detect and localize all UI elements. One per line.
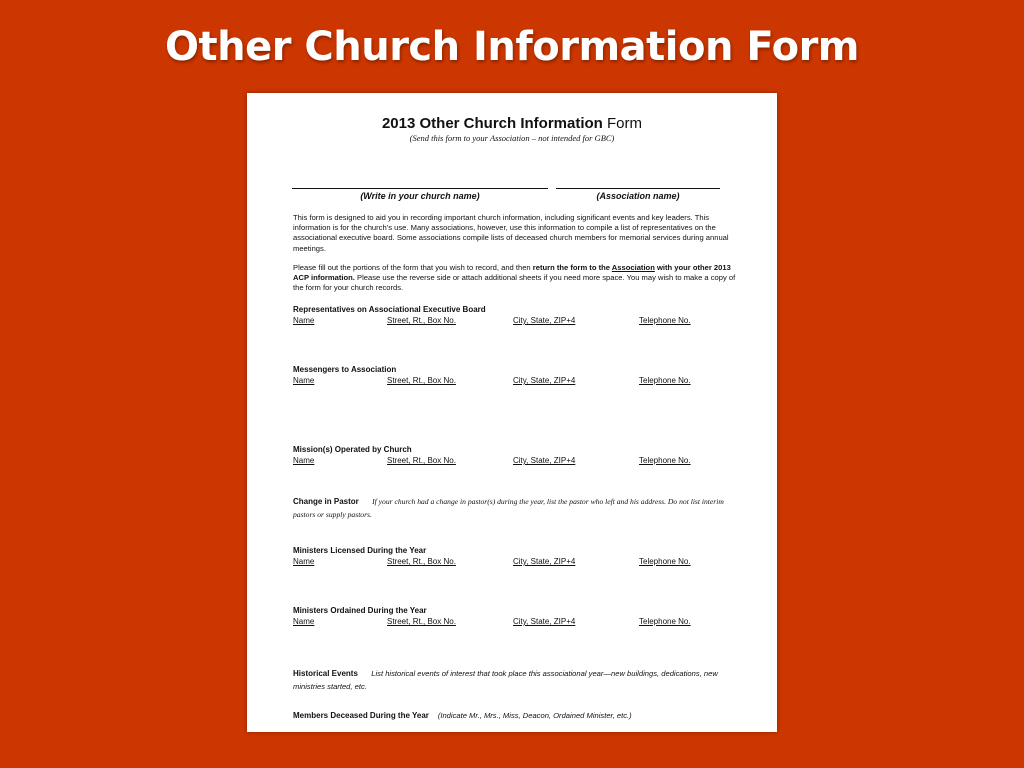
col-phone: Telephone No. — [639, 557, 691, 566]
col-city: City, State, ZIP+4 — [513, 557, 576, 566]
col-street: Street, Rt., Box No. — [387, 376, 456, 385]
deceased-title: Members Deceased During the Year — [293, 711, 429, 720]
section-historical — [293, 667, 738, 692]
section-missions: Mission(s) Operated by Church — [293, 445, 412, 454]
col-city: City, State, ZIP+4 — [513, 376, 576, 385]
col-name: Name — [293, 376, 315, 385]
historical-note: List historical events of interest that took place this associational year—new buildings, dedications, new ministries started, etc. — [293, 669, 718, 691]
change-pastor-title: Change in Pastor — [293, 497, 359, 506]
association-name-label: (Association name) — [596, 191, 680, 201]
col-street: Street, Rt., Box No. — [387, 557, 456, 566]
col-city: City, State, ZIP+4 — [513, 617, 576, 626]
form-subtitle: (Send this form to your Association – not intended for GBC) — [409, 133, 615, 143]
col-phone: Telephone No. — [639, 316, 691, 325]
col-name: Name — [293, 316, 315, 325]
section-messengers: Messengers to Association — [293, 365, 397, 374]
historical-title: Historical Events — [293, 669, 358, 678]
section-licensed: Ministers Licensed During the Year — [293, 546, 427, 555]
instructions-part4: Please use the reverse side or attach additional sheets if you need more space. You may wish to make a copy of the form for your church records. — [293, 273, 736, 293]
church-name-line[interactable] — [292, 188, 548, 189]
deceased-note: (Indicate Mr., Mrs., Miss, Deacon, Ordained Minister, etc.) — [437, 711, 632, 720]
intro-paragraph: This form is designed to aid you in recording important church information, including significant events and key leaders. This information is for the church’s use. Many associations, however, use this information to compile a list of representatives on the associational executive board. Some associations compile lists of deceased church members for memorial services during annual meetings. — [293, 213, 729, 253]
section-ordained: Ministers Ordained During the Year — [293, 606, 427, 615]
instructions-association: Association — [611, 263, 655, 272]
col-name: Name — [293, 617, 315, 626]
col-city: City, State, ZIP+4 — [513, 316, 576, 325]
instructions-part1: Please fill out the portions of the form that you wish to record, and then — [293, 263, 533, 272]
change-pastor-note: If your church had a change in pastor(s) during the year, list the pastor who left and his address. Do not list interim pastors or supply pastors. — [293, 497, 724, 519]
col-name: Name — [293, 557, 315, 566]
association-name-line[interactable] — [556, 188, 720, 189]
church-name-label: (Write in your church name) — [360, 191, 480, 201]
section-representatives: Representatives on Associational Executive Board — [293, 305, 486, 314]
col-phone: Telephone No. — [639, 376, 691, 385]
col-street: Street, Rt., Box No. — [387, 617, 456, 626]
slide-title: Other Church Information Form — [165, 24, 859, 70]
form-title — [247, 115, 777, 132]
form-title-main: 2013 Other Church Information — [381, 115, 603, 132]
section-change-pastor — [293, 495, 738, 520]
form-page — [247, 93, 777, 732]
col-city: City, State, ZIP+4 — [513, 456, 576, 465]
col-phone: Telephone No. — [639, 456, 691, 465]
col-name: Name — [293, 456, 315, 465]
instructions-paragraph — [293, 263, 738, 294]
instructions-part2: return the form to the — [532, 263, 612, 272]
section-deceased — [293, 709, 738, 722]
instructions-part3: with your other 2013 ACP information. — [293, 263, 731, 283]
col-street: Street, Rt., Box No. — [387, 316, 456, 325]
form-title-form-word: Form — [607, 115, 643, 132]
col-street: Street, Rt., Box No. — [387, 456, 456, 465]
col-phone: Telephone No. — [639, 617, 691, 626]
